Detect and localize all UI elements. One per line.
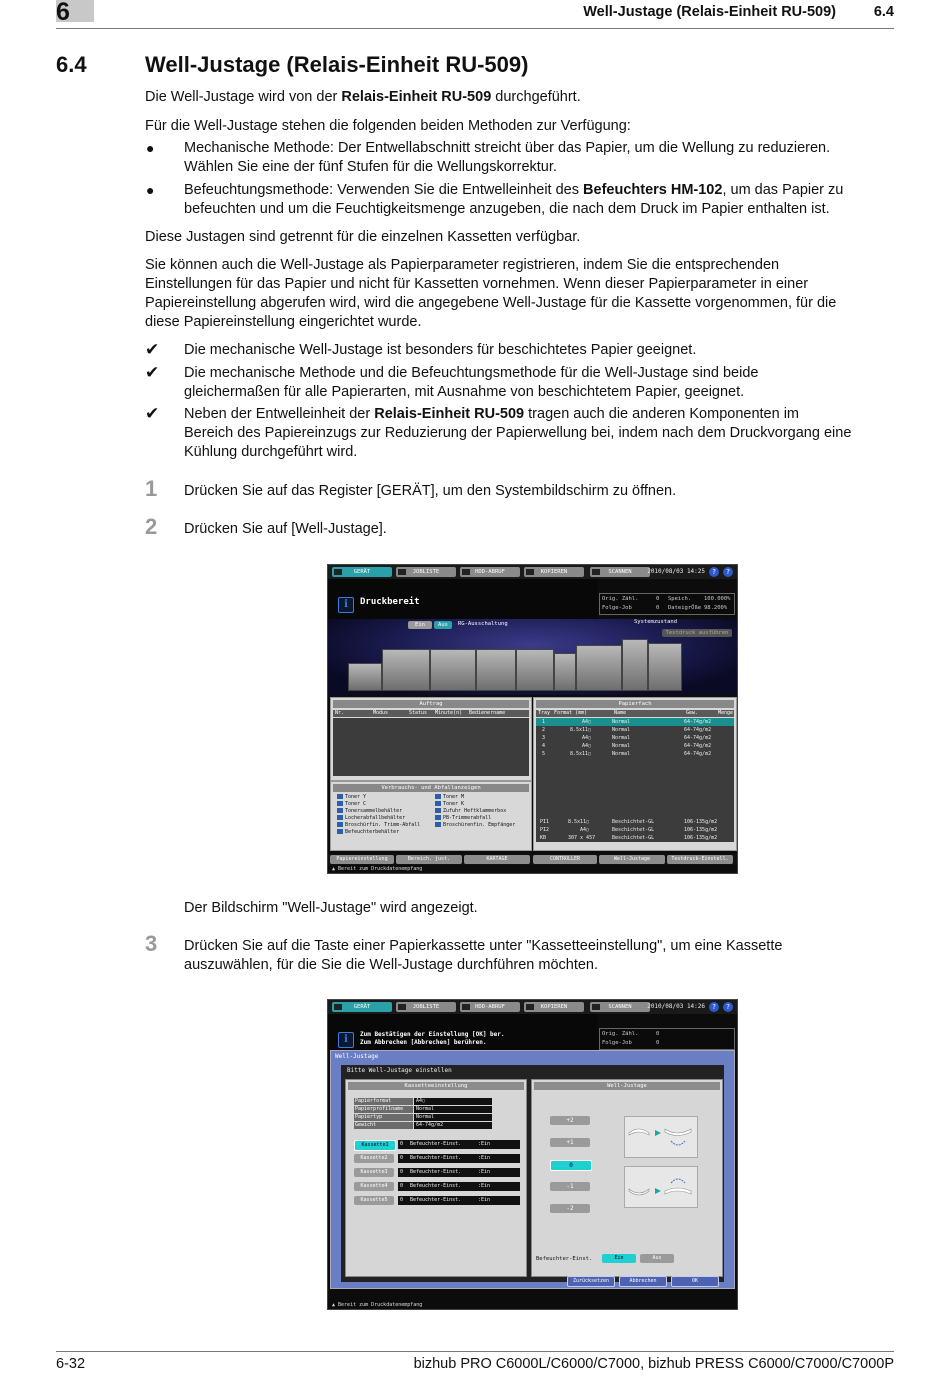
cancel-button[interactable]: Abbrechen <box>619 1276 667 1287</box>
kassette-3-button[interactable]: Kassette3 <box>354 1168 394 1177</box>
check-icon: ✔ <box>145 404 160 423</box>
status-line: ▲ Bereit zum Druckdatenempfang <box>332 1302 423 1308</box>
running-header-title: Well-Justage (Relais-Einheit RU-509) <box>583 4 836 20</box>
curl-down-icon <box>625 1117 697 1157</box>
col-header: Gew. <box>686 710 699 716</box>
info-icon: i <box>338 1032 354 1048</box>
table-row[interactable]: 3 A4▢ Normal 64-74g/m2 <box>542 735 712 741</box>
tab-scannen[interactable]: SCANNEN <box>590 567 650 577</box>
counter-label: Speich. <box>668 596 692 602</box>
table-row[interactable]: 1 A4▢ Normal 64-74g/m2 <box>536 718 734 726</box>
ok-button[interactable]: OK <box>671 1276 719 1287</box>
tab-hdd-abruf[interactable]: HDD-ABRUF <box>460 1002 520 1012</box>
tab-kopieren[interactable]: KOPIEREN <box>524 567 584 577</box>
tab-bar <box>328 1000 737 1014</box>
bullet-2-line-1: Befeuchtungsmethode: Verwenden Sie die Entwelleinheit des Befeuchters HM-102, um das Papier zu <box>184 182 844 198</box>
intro-paragraph-4-line-3: Papiereinstellung abgerufen wird, wird die angegebene Well-Justage für die Kassette vorgenommen, für die <box>145 295 837 311</box>
kassette-2-button[interactable]: Kassette2 <box>354 1154 394 1163</box>
col-header: Bedienername <box>469 710 506 716</box>
well-justage-title: Well-Justage <box>534 1082 720 1090</box>
table-row[interactable]: PI2 A4▢ Beschichtet-GL 106-135g/m2 <box>540 827 718 833</box>
system-state-label: Systemzustand <box>634 619 678 625</box>
help-icon[interactable]: ? <box>723 1002 733 1012</box>
kassette-panel: Kassetteeinstellung Papierformat A4▢ Papierprofilname Normal Papiertyp Normal Gewicht 64-74g/m2 Kassette1 0 Befeuchter-Einst. :Ein Kassette2 0 Befeuchter-Einst. :Ein Kassette3 0 Befeuchter-Einst. :Ein Kassette4 0 Befeuchter-Einst. :Ein Kassette5 0 Befeuchter-Einst. :Ein <box>345 1079 527 1277</box>
tab-jobliste[interactable]: JOBLISTE <box>396 1002 456 1012</box>
intro-paragraph-3: Diese Justagen sind getrennt für die einzelnen Kassetten verfügbar. <box>145 229 581 245</box>
dialog-subtitle: Bitte Well-Justage einstellen <box>347 1067 452 1074</box>
verbrauch-panel <box>330 781 532 851</box>
level-minus-2-button[interactable]: -2 <box>550 1204 590 1213</box>
auftrag-header <box>333 710 529 717</box>
machine-unit <box>476 649 516 691</box>
kassette-info: 0 Befeuchter-Einst. :Ein <box>398 1168 520 1177</box>
col-header: Status <box>409 710 428 716</box>
consumable-item: Broschürenfin. Empfänger <box>435 822 515 829</box>
table-row[interactable]: 5 8.5x11▢ Normal 64-74g/m2 <box>542 751 712 757</box>
tab-kopieren[interactable]: KOPIEREN <box>524 1002 584 1012</box>
testdruck-button[interactable]: Testdruck ausführen <box>662 629 732 637</box>
well-justage-panel <box>531 1079 723 1277</box>
machine-unit <box>382 649 430 691</box>
header-rule <box>56 28 894 29</box>
consumable-item: Toner Y <box>337 794 366 801</box>
message-area <box>328 579 598 619</box>
machine-unit <box>430 649 476 691</box>
counter-label: Folge-Job <box>602 605 632 611</box>
papiereinstellung-button[interactable]: Papiereinstellung <box>330 855 394 864</box>
kassette-1-button[interactable]: Kassette1 <box>354 1140 396 1151</box>
curl-up-icon <box>625 1167 697 1207</box>
kartage-button[interactable]: KARTAGE <box>464 855 530 864</box>
bereich-just-button[interactable]: Bereich. just. <box>396 855 462 864</box>
counter-label: Folge-Job <box>602 1040 632 1046</box>
tab-scannen[interactable]: SCANNEN <box>590 1002 650 1012</box>
date-time: 2010/08/03 14:25 <box>647 568 705 575</box>
testdruck-einstell-button[interactable]: Testdruck-Einstell. <box>667 855 733 864</box>
level-minus-1-button[interactable]: -1 <box>550 1182 590 1191</box>
machine-illustration <box>328 619 737 695</box>
tab-bar <box>328 565 737 579</box>
consumable-item: Toner C <box>337 801 366 808</box>
step-2-text: Drücken Sie auf [Well-Justage]. <box>184 521 387 537</box>
note-3-line-2: Bereich des Papiereinzugs zur Reduzierung der Papierwellung bei, indem nach dem Druckvorgang eine <box>184 425 852 441</box>
col-header: Minute(n) <box>435 710 463 716</box>
kassette-info: 0 Befeuchter-Einst. :Ein <box>398 1196 520 1205</box>
papierfach-title: Papierfach <box>536 700 734 708</box>
machine-unit <box>554 653 576 691</box>
bullet-2-line-2: befeuchten und um die Feuchtigkeitsmenge anzugeben, die nach dem Druck im Papier enthalten ist. <box>184 201 830 217</box>
consumable-item: PB-Trimmerabfall <box>435 815 491 822</box>
counter-panel <box>599 593 735 615</box>
note-3-line-3: Kühlung durchgeführt wird. <box>184 444 358 460</box>
counter-value: 0 <box>656 1031 660 1037</box>
befeuchter-off-button[interactable]: Aus <box>640 1254 674 1263</box>
check-icon: ✔ <box>145 340 160 359</box>
message-area <box>328 1014 598 1050</box>
machine-unit <box>622 639 648 691</box>
counter-value: 100.000% <box>704 596 731 602</box>
table-row[interactable]: KB 307 x 457 Beschichtet-GL 106-135g/m2 <box>540 835 718 841</box>
kassette-title: Kassetteeinstellung <box>348 1082 524 1090</box>
step-3-number: 3 <box>145 931 158 956</box>
machine-unit <box>348 663 382 691</box>
counter-value: 0 <box>656 605 660 611</box>
consumable-item: Befeuchterbehälter <box>337 829 399 836</box>
controller-button[interactable]: CONTROLLER <box>533 855 597 864</box>
papierfach-panel <box>533 697 737 851</box>
bullet-1-line-2: Wählen Sie eine der fünf Stufen für die Wellungskorrektur. <box>184 159 557 175</box>
counter-value: 0 <box>656 596 660 602</box>
page-number: 6-32 <box>56 1356 86 1372</box>
curl-up-illustration <box>624 1166 698 1208</box>
counter-label: Orig. Zähl. <box>602 1031 639 1037</box>
after-step-2-text: Der Bildschirm "Well-Justage" wird angezeigt. <box>184 900 478 916</box>
table-row[interactable]: 2 8.5x11▢ Normal 64-74g/m2 <box>542 727 712 733</box>
befeuchter-label: Befeuchter-Einst. <box>536 1256 593 1262</box>
counter-label: Orig. Zähl. <box>602 596 639 602</box>
info-icon: i <box>338 597 354 613</box>
chapter-number: 6 <box>56 0 70 26</box>
note-2-line-1: Die mechanische Methode und die Befeuchtungsmethode für die Well-Justage sind beide <box>184 365 759 381</box>
tab-hdd-abruf[interactable]: HDD-ABRUF <box>460 567 520 577</box>
curl-down-illustration <box>624 1116 698 1158</box>
level-0-button[interactable]: 0 <box>550 1160 592 1171</box>
step-2-number: 2 <box>145 514 158 539</box>
section-title: Well-Justage (Relais-Einheit RU-509) <box>145 52 529 77</box>
papierfach-list <box>536 718 734 842</box>
intro-paragraph-1: Die Well-Justage wird von der Relais-Einheit RU-509 durchgeführt. <box>145 89 581 105</box>
verbrauch-title: Verbrauchs- und Abfallanzeigen <box>333 784 529 792</box>
help-icon[interactable]: ? <box>723 567 733 577</box>
kassette-5-button[interactable]: Kassette5 <box>354 1196 394 1205</box>
col-header: Menge <box>718 710 734 716</box>
befeuchter-on-button[interactable]: Ein <box>602 1254 636 1263</box>
intro-paragraph-2: Für die Well-Justage stehen die folgenden beiden Methoden zur Verfügung: <box>145 118 631 134</box>
rg-label: RG-Ausschaltung <box>458 621 508 627</box>
consumable-item: Toner K <box>435 801 464 808</box>
reset-button[interactable]: Zurücksetzen <box>567 1276 615 1287</box>
kassette-info: 0 Befeuchter-Einst. :Ein <box>398 1182 520 1191</box>
tab-geraet[interactable]: GERÄT <box>332 567 392 577</box>
auftrag-panel <box>330 697 532 781</box>
dialog-body <box>341 1065 724 1282</box>
counter-label: DateigrÖße <box>668 605 702 611</box>
bullet-1-symbol: ● <box>146 140 155 156</box>
consumable-item: Toner M <box>435 794 464 801</box>
status-message: Zum Bestätigen der Einstellung [OK] ber. Zum Abbrechen [Abbrechen] berühren. <box>360 1031 505 1046</box>
well-justage-button[interactable]: Well-Justage <box>599 855 665 864</box>
info-help-icon[interactable]: ? <box>709 567 719 577</box>
machine-unit <box>648 643 682 691</box>
tab-jobliste[interactable]: JOBLISTE <box>396 567 456 577</box>
machine-unit <box>516 649 554 691</box>
auftrag-title: Auftrag <box>333 700 529 708</box>
consumable-item: Zufuhr Heftklammerbox <box>435 808 506 815</box>
col-header: Tray <box>538 710 551 716</box>
product-name: bizhub PRO C6000L/C6000/C7000, bizhub PRESS C6000/C7000/C7000P <box>413 1356 894 1372</box>
info-help-icon[interactable]: ? <box>709 1002 719 1012</box>
step-1-number: 1 <box>145 476 158 501</box>
status-line: ▲ Bereit zum Druckdatenempfang <box>332 866 423 872</box>
papierfach-header <box>536 710 734 717</box>
consumable-item: Tonersammelbehälter <box>337 808 402 815</box>
date-time: 2010/08/03 14:26 <box>647 1003 705 1010</box>
auftrag-list[interactable] <box>333 718 529 776</box>
footer-rule <box>56 1351 894 1352</box>
machine-unit <box>576 645 622 691</box>
running-header-section: 6.4 <box>873 4 894 20</box>
kassette-4-button[interactable]: Kassette4 <box>354 1182 394 1191</box>
note-2-line-2: gleichermaßen für alle Papierarten, mit Ausnahme von beschichtetem Papier, geeignet. <box>184 384 745 400</box>
bullet-1-line-1: Mechanische Methode: Der Entwellabschnitt streicht über das Papier, um die Wellung zu reduzieren. <box>184 140 831 156</box>
rg-on-button[interactable]: Ein <box>408 621 432 629</box>
dialog-title: Well-Justage <box>335 1053 379 1060</box>
tab-geraet[interactable]: GERÄT <box>332 1002 392 1012</box>
col-header: Modus <box>373 710 389 716</box>
well-justage-screen-screenshot <box>327 999 738 1310</box>
col-header: Format (mm) <box>554 710 588 716</box>
level-plus-1-button[interactable]: +1 <box>550 1138 590 1147</box>
counter-panel <box>599 1028 735 1050</box>
step-1-text: Drücken Sie auf das Register [GERÄT], um den Systembildschirm zu öffnen. <box>184 483 677 499</box>
kassette-info: 0 Befeuchter-Einst. :Ein <box>398 1154 520 1163</box>
status-message: Druckbereit <box>360 597 420 607</box>
col-header: Nr. <box>335 710 345 716</box>
table-row[interactable]: 4 A4▢ Normal 64-74g/m2 <box>542 743 712 749</box>
counter-value: 0 <box>656 1040 660 1046</box>
section-number: 6.4 <box>56 52 87 77</box>
well-justage-dialog <box>330 1050 735 1289</box>
system-screen-screenshot <box>327 564 738 874</box>
note-3-line-1: Neben der Entwelleinheit der Relais-Einheit RU-509 tragen auch die anderen Komponenten im <box>184 406 800 422</box>
note-1: Die mechanische Well-Justage ist besonders für beschichtetes Papier geeignet. <box>184 342 697 358</box>
step-3-line-2: auszuwählen, für die Sie die Well-Justage durchführen möchten. <box>184 957 599 973</box>
counter-value: 98.200% <box>704 605 728 611</box>
intro-paragraph-4-line-4: diese Papiereinstellung eingerichtet wurde. <box>145 314 422 330</box>
check-icon: ✔ <box>145 363 160 382</box>
level-plus-2-button[interactable]: +2 <box>550 1116 590 1125</box>
table-row[interactable]: PI1 8.5x11▢ Beschichtet-GL 106-135g/m2 <box>540 819 718 825</box>
col-header: Name <box>614 710 627 716</box>
kassette-info: 0 Befeuchter-Einst. :Ein <box>398 1140 520 1149</box>
intro-paragraph-4-line-1: Sie können auch die Well-Justage als Papierparameter registrieren, indem Sie die entsprechenden <box>145 257 780 273</box>
step-3-line-1: Drücken Sie auf die Taste einer Papierkassette unter "Kassetteeinstellung", um eine Kassette <box>184 938 783 954</box>
bottom-toolbar <box>328 854 737 865</box>
bullet-2-symbol: ● <box>146 182 155 198</box>
rg-off-button[interactable]: Aus <box>434 621 452 629</box>
intro-paragraph-4-line-2: Einstellungen für das Papier und nicht für Kassetten vornehmen. Wenn dieser Papierparameter in einer <box>145 276 809 292</box>
consumable-item: Broschürfin. Trimm-Abfall <box>337 822 420 829</box>
consumable-item: Locherabfallbehälter <box>337 815 405 822</box>
